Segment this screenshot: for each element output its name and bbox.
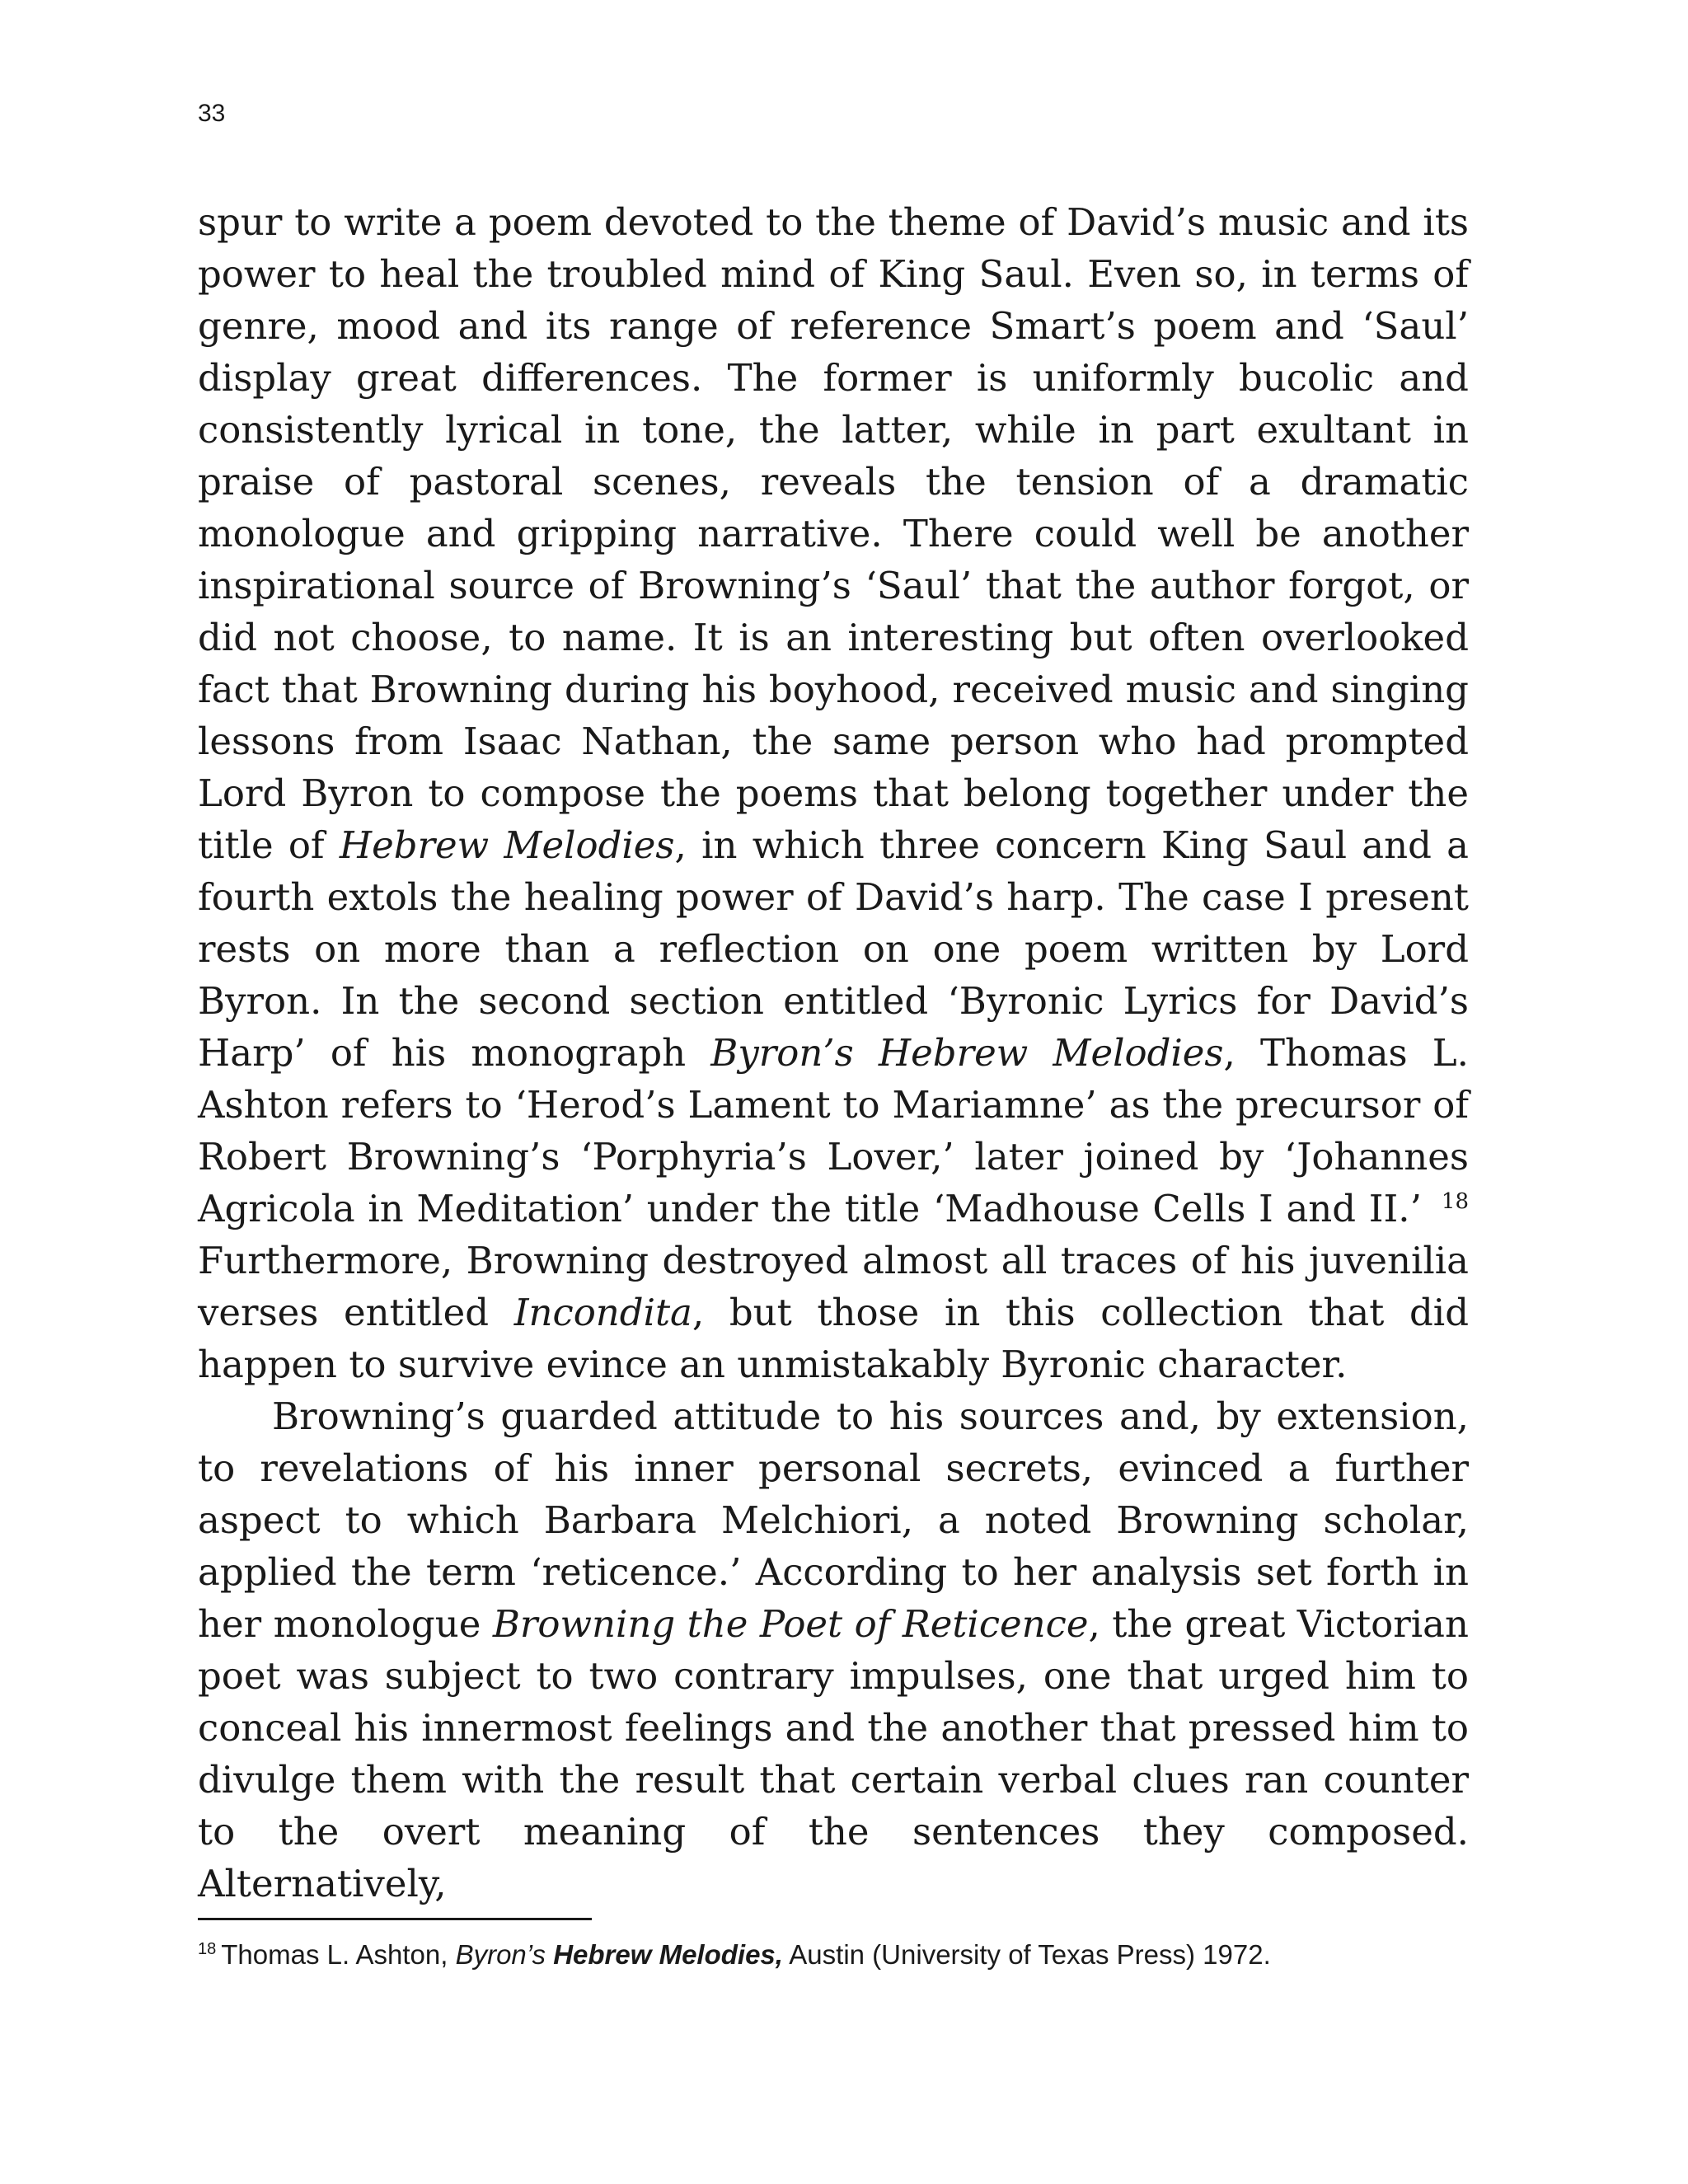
paragraph-1-text-1: spur to write a poem devoted to the theme of David’s music and its power to heal the troubled mind of King Saul. Even so, in terms of genre, mood and its range of reference Smart’s poem and ‘Saul’ display great differences. The former is uniformly bucolic and consistently lyrical in tone, the latter, while in part exultant in praise of pastoral scenes, reveals the tension of a dramatic monologue and gripping narrative. There could well be another inspirational source of Browning’s ‘Saul’ that the author forgot, or did not choose, to name. It is an interesting but often overlooked fact that Browning during his boyhood, received music and singing lessons from Isaac Nathan, the same person who had prompted Lord Byron to compose the poems that belong together under the title of xyxy=(198,200,1469,867)
body-text xyxy=(198,196,1469,1910)
footnote xyxy=(198,1937,1484,1973)
footnote-title-bold: Hebrew Melodies, xyxy=(553,1939,783,1970)
page-number: 33 xyxy=(198,100,226,127)
paragraph-2-text-1: Browning’s guarded attitude to his sources and, by extension, to revelations of his inner personal secrets, evinced a further aspect to which Barbara Melchiori, a noted Browning scholar, applied the term ‘reticence.’ According to her analysis set forth in her monologue xyxy=(198,1394,1469,1646)
paragraph-1-italic-2: Byron’s Hebrew Melodies xyxy=(710,1031,1224,1075)
footnote-divider xyxy=(198,1918,592,1920)
paragraph-1-italic-1: Hebrew Melodies xyxy=(339,823,675,867)
paragraph-1-text-3: , Thomas L. Ashton refers to ‘Herod’s Lament to Mariamne’ as the precursor of Robert Browning’s ‘Porphyria’s Lover,’ later joined by ‘Johannes Agricola in Meditation’ under the title ‘Madhouse Cells I and II.’ xyxy=(198,1031,1469,1230)
paragraph-1-text-2: , in which three concern King Saul and a fourth extols the healing power of David’s harp. The case I present rests on more than a reflection on one poem written by Lord Byron. In the second section entitled ‘Byronic Lyrics for David’s Harp’ of his monograph xyxy=(198,823,1469,1075)
paragraph-1 xyxy=(198,196,1469,1390)
paragraph-2-italic-1: Browning the Poet of Reticence xyxy=(492,1602,1089,1646)
paragraph-1-text-5: , but those in this collection that did happen to survive evince an unmistakably Byronic character. xyxy=(198,1291,1469,1386)
footnote-author: Thomas L. Ashton, xyxy=(221,1939,456,1970)
footnote-publication: Austin (University of Texas Press) 1972. xyxy=(782,1939,1271,1970)
footnote-title-italic: Byron’s xyxy=(455,1939,554,1970)
paragraph-2 xyxy=(198,1390,1469,1910)
paragraph-2-text-2: , the great Victorian poet was subject to two contrary impulses, one that urged him to conceal his innermost feelings and the another that pressed him to divulge them with the result that certain verbal clues ran counter to the overt meaning of the sentences they composed. Alternatively, xyxy=(198,1602,1469,1905)
paragraph-1-text-4: Furthermore, Browning destroyed almost all traces of his juvenilia verses entitled xyxy=(198,1239,1469,1334)
footnote-reference[interactable]: 18 xyxy=(1441,1189,1469,1214)
footnote-number: 18 xyxy=(198,1940,217,1958)
paragraph-1-italic-3: Incondita xyxy=(513,1291,692,1334)
